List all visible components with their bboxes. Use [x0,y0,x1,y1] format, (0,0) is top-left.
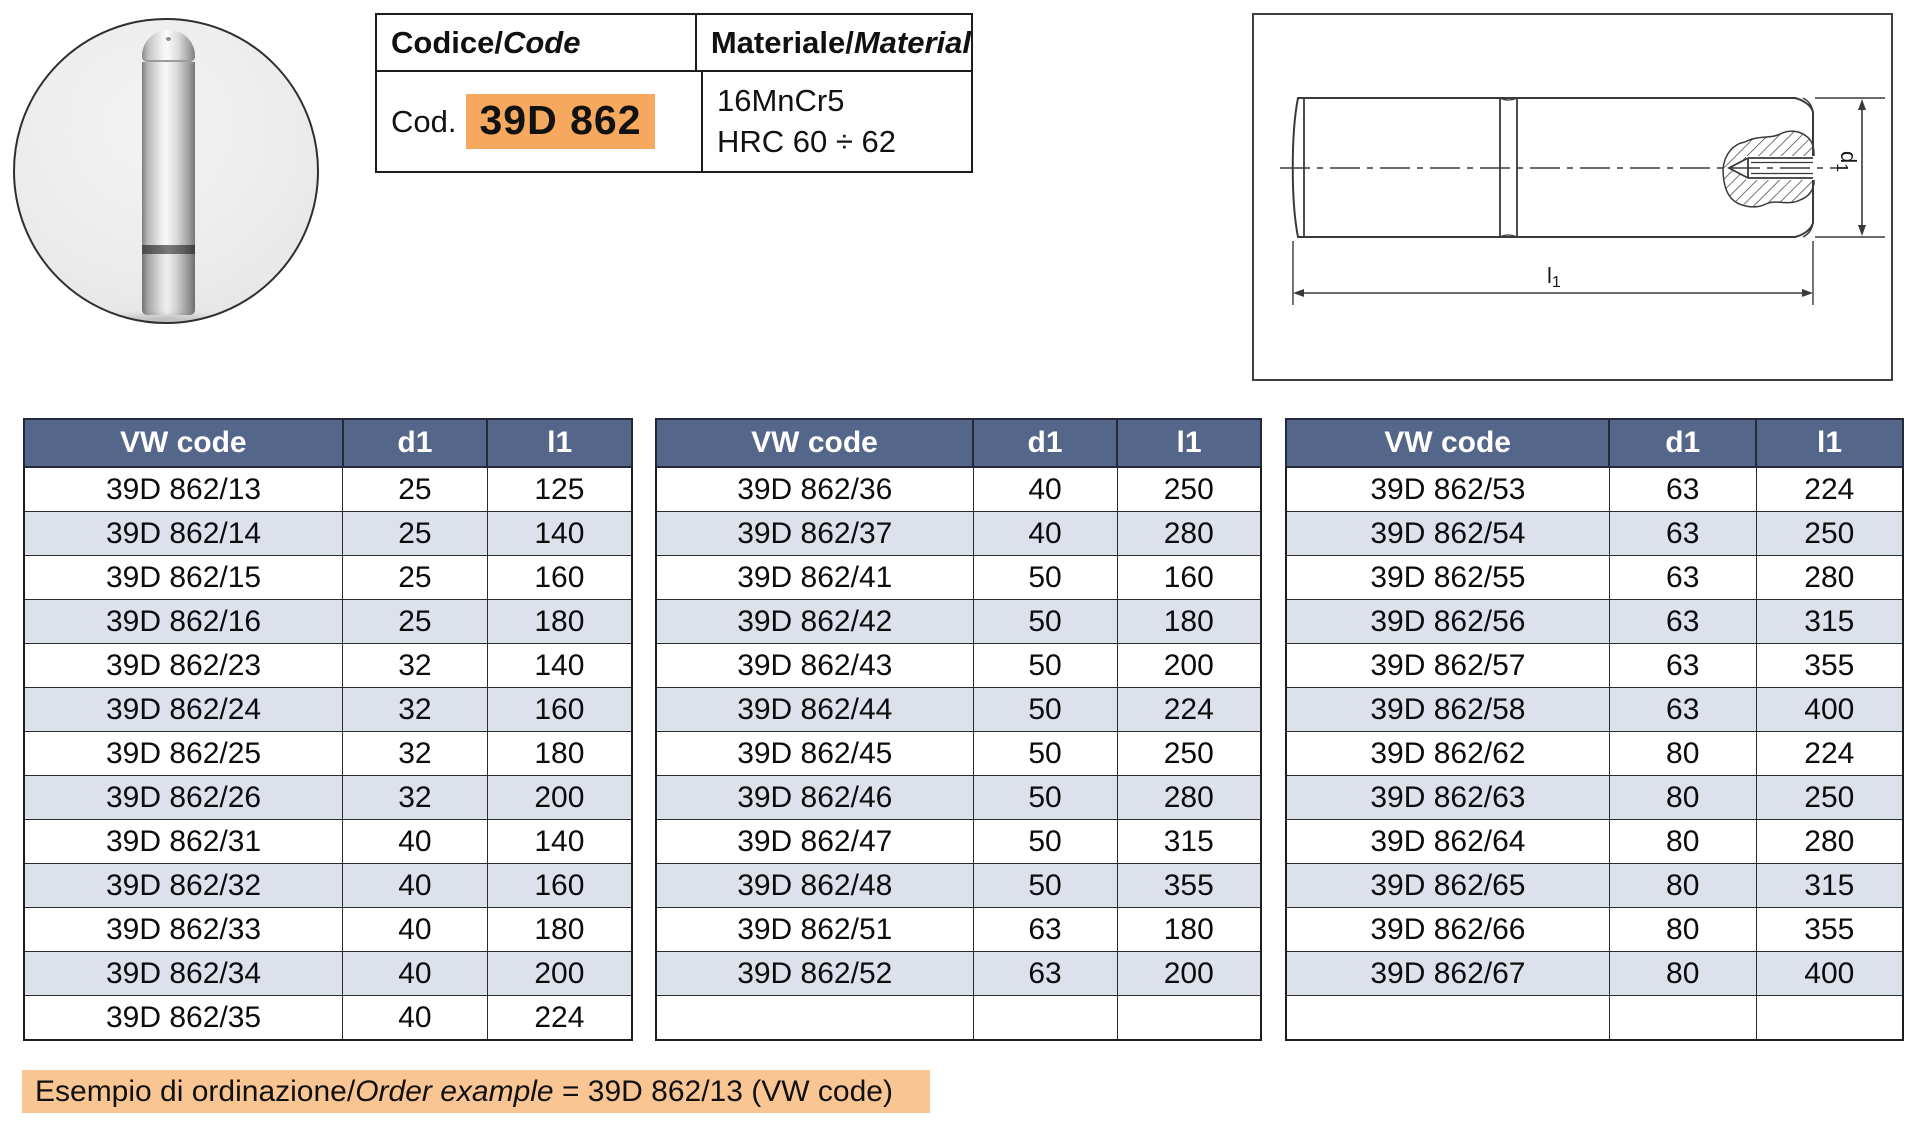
order-example-it: Esempio di ordinazione/ [35,1074,356,1108]
table-row [1286,864,1903,908]
table-row [1286,688,1903,732]
table-cell: 200 [487,952,632,996]
product-photo [13,18,319,324]
material-header-en: Material [853,24,971,60]
table-row [656,776,1261,820]
pin-dome-top [142,30,195,62]
column-header: l1 [1117,419,1261,467]
table-cell: 200 [487,776,632,820]
table-cell: 315 [1756,864,1903,908]
table-cell: 180 [487,908,632,952]
table-row [1286,732,1903,776]
table-cell: 355 [1117,864,1261,908]
table-cell: 39D 862/46 [656,776,973,820]
table-cell: 32 [343,644,488,688]
pin-body-upper [142,62,195,245]
material-grade: 16MnCr5 [717,83,845,119]
technical-drawing [1252,13,1893,381]
table-cell: 40 [343,908,488,952]
table-cell: 39D 862/15 [24,556,343,600]
table-header-row [24,419,632,467]
table-cell: 32 [343,732,488,776]
table-cell: 39D 862/54 [1286,512,1609,556]
table-cell: 50 [973,776,1117,820]
table-cell: 50 [973,556,1117,600]
table-row [24,908,632,952]
table-cell: 250 [1117,467,1261,512]
table-cell: 160 [1117,556,1261,600]
table-cell [1609,996,1756,1041]
table-cell: 39D 862/23 [24,644,343,688]
column-header: d1 [343,419,488,467]
table-cell: 180 [1117,908,1261,952]
table-cell: 63 [1609,644,1756,688]
table-cell: 39D 862/36 [656,467,973,512]
table-cell: 140 [487,644,632,688]
table-cell: 39D 862/25 [24,732,343,776]
code-material-value-row [377,72,971,171]
table-cell: 400 [1756,952,1903,996]
pin-groove-ring [142,245,195,254]
column-header: l1 [1756,419,1903,467]
table-cell: 39D 862/66 [1286,908,1609,952]
table-row [1286,600,1903,644]
product-code-badge: 39D 862 [466,94,654,149]
table-row [656,952,1261,996]
table-cell: 39D 862/57 [1286,644,1609,688]
table-cell: 140 [487,820,632,864]
table-cell [1286,996,1609,1041]
column-header: VW code [656,419,973,467]
table-cell: 39D 862/37 [656,512,973,556]
table-row [656,864,1261,908]
table-cell: 280 [1117,776,1261,820]
table-cell: 200 [1117,952,1261,996]
table-row [24,952,632,996]
table-cell: 50 [973,864,1117,908]
table-cell: 80 [1609,952,1756,996]
table-cell: 39D 862/45 [656,732,973,776]
table-cell: 39D 862/53 [1286,467,1609,512]
table-cell [973,996,1117,1041]
order-example-code: = 39D 862/13 (VW code) [553,1074,893,1108]
table-cell: 50 [973,688,1117,732]
center-hole-section [1723,131,1815,207]
table-cell: 80 [1609,776,1756,820]
table-cell [656,996,973,1041]
pin-drawing-svg [1254,15,1891,379]
table-cell: 80 [1609,820,1756,864]
table-cell: 39D 862/62 [1286,732,1609,776]
table-cell: 25 [343,556,488,600]
table-cell: 25 [343,600,488,644]
table-row [656,467,1261,512]
table-row [24,732,632,776]
table-row [656,688,1261,732]
table-cell: 63 [973,908,1117,952]
material-hardness: HRC 60 ÷ 62 [717,123,896,159]
table-cell: 63 [1609,688,1756,732]
table-cell: 39D 862/55 [1286,556,1609,600]
table-row [656,732,1261,776]
material-header-it: Materiale/ [710,24,854,60]
table-row [1286,952,1903,996]
table-cell: 224 [1117,688,1261,732]
table-cell: 39D 862/24 [24,688,343,732]
table-cell: 63 [1609,512,1756,556]
table-row [1286,908,1903,952]
table-row [656,512,1261,556]
l1-dimension [1293,241,1813,305]
material-header-cell [697,15,971,70]
table-cell: 39D 862/51 [656,908,973,952]
table-cell: 160 [487,864,632,908]
table-cell: 39D 862/67 [1286,952,1609,996]
table-cell: 40 [973,467,1117,512]
table-cell: 39D 862/34 [24,952,343,996]
order-example-en: Order example [355,1074,554,1108]
table-cell: 50 [973,600,1117,644]
table-row [656,908,1261,952]
table-cell: 180 [1117,600,1261,644]
code-header-en: Code [502,24,581,60]
table-cell [1756,996,1903,1041]
table-header-row [1286,419,1903,467]
material-value-cell [703,72,971,171]
pin-shadow [73,312,248,324]
table-row [24,644,632,688]
table-row [24,996,632,1041]
table-cell: 250 [1756,512,1903,556]
table-cell: 40 [973,512,1117,556]
table-cell: 224 [1756,732,1903,776]
table-cell: 25 [343,512,488,556]
table-cell: 280 [1756,820,1903,864]
l1-label: l1 [1547,263,1561,291]
table-row [656,996,1261,1041]
table-cell: 280 [1117,512,1261,556]
table-cell: 224 [1756,467,1903,512]
table-row [24,467,632,512]
table-cell: 39D 862/35 [24,996,343,1041]
d1-label: d1 [1833,151,1861,173]
table-row [656,600,1261,644]
table-cell: 63 [973,952,1117,996]
table-cell: 32 [343,776,488,820]
table-cell: 39D 862/65 [1286,864,1609,908]
table-cell: 39D 862/48 [656,864,973,908]
vw-code-table-left [23,418,633,1041]
table-row [24,776,632,820]
vw-code-table-middle [655,418,1262,1041]
column-header: VW code [24,419,343,467]
table-cell: 250 [1117,732,1261,776]
table-cell: 180 [487,732,632,776]
table-cell: 355 [1756,908,1903,952]
code-prefix: Cod. [391,103,457,139]
table-cell: 125 [487,467,632,512]
table-row [656,644,1261,688]
code-material-header-row [377,15,971,72]
code-value-cell [377,72,703,171]
code-header-it: Codice/ [391,24,503,60]
pin-body-lower [142,254,195,315]
table-cell: 39D 862/64 [1286,820,1609,864]
table-cell: 250 [1756,776,1903,820]
table-cell: 50 [973,644,1117,688]
table-row [1286,556,1903,600]
table-cell: 160 [487,556,632,600]
table-cell: 80 [1609,732,1756,776]
table-row [1286,776,1903,820]
table-cell: 39D 862/47 [656,820,973,864]
table-cell: 315 [1117,820,1261,864]
table-cell [1117,996,1261,1041]
table-cell: 40 [343,820,488,864]
table-cell: 39D 862/63 [1286,776,1609,820]
table-cell: 39D 862/32 [24,864,343,908]
table-cell: 39D 862/33 [24,908,343,952]
table-row [24,600,632,644]
column-header: d1 [1609,419,1756,467]
table-cell: 39D 862/43 [656,644,973,688]
column-header: d1 [973,419,1117,467]
vw-code-table-right [1285,418,1904,1041]
table-cell: 39D 862/16 [24,600,343,644]
table-cell: 63 [1609,556,1756,600]
table-row [1286,467,1903,512]
table-cell: 160 [487,688,632,732]
table-cell: 200 [1117,644,1261,688]
table-cell: 40 [343,996,488,1041]
table-cell: 39D 862/56 [1286,600,1609,644]
code-header-cell [377,15,697,70]
table-cell: 39D 862/13 [24,467,343,512]
dowel-pin-image [142,30,195,315]
table-cell: 39D 862/14 [24,512,343,556]
table-row [1286,996,1903,1041]
table-cell: 280 [1756,556,1903,600]
table-row [24,820,632,864]
table-cell: 63 [1609,467,1756,512]
table-cell: 39D 862/26 [24,776,343,820]
table-cell: 50 [973,820,1117,864]
table-cell: 39D 862/42 [656,600,973,644]
table-cell: 315 [1756,600,1903,644]
table-row [1286,512,1903,556]
table-cell: 400 [1756,688,1903,732]
table-cell: 25 [343,467,488,512]
table-cell: 40 [343,952,488,996]
table-row [24,688,632,732]
table-cell: 39D 862/44 [656,688,973,732]
table-cell: 180 [487,600,632,644]
table-cell: 224 [487,996,632,1041]
table-header-row [656,419,1261,467]
table-cell: 39D 862/41 [656,556,973,600]
table-cell: 32 [343,688,488,732]
table-cell: 355 [1756,644,1903,688]
table-cell: 40 [343,864,488,908]
table-cell: 80 [1609,864,1756,908]
d1-dimension [1815,98,1885,237]
table-cell: 50 [973,732,1117,776]
table-cell: 140 [487,512,632,556]
code-material-table [375,13,973,173]
table-cell: 63 [1609,600,1756,644]
table-cell: 39D 862/31 [24,820,343,864]
order-example-bar [22,1070,930,1113]
table-row [24,864,632,908]
table-cell: 80 [1609,908,1756,952]
pin-center-hole [166,37,171,41]
table-row [24,556,632,600]
table-cell: 39D 862/52 [656,952,973,996]
table-row [656,556,1261,600]
column-header: VW code [1286,419,1609,467]
table-row [656,820,1261,864]
table-row [24,512,632,556]
table-row [1286,820,1903,864]
table-cell: 39D 862/58 [1286,688,1609,732]
column-header: l1 [487,419,632,467]
table-row [1286,644,1903,688]
